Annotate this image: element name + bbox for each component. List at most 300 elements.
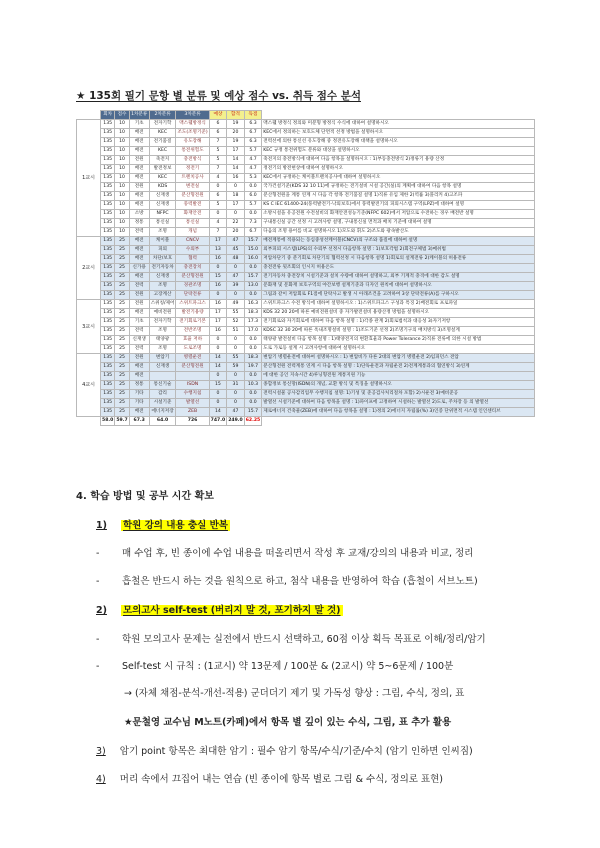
- table-cell: 10: [115, 228, 129, 237]
- table-cell: 135: [101, 228, 115, 237]
- table-cell: 0: [227, 390, 245, 399]
- table-cell: 통전위험도: [176, 147, 209, 156]
- table-cell: 전원: [129, 354, 149, 363]
- table-cell: 6: [209, 120, 227, 129]
- table-cell: 차단/보호: [149, 255, 176, 264]
- question-desc: 에 대한 공인 지속시간 4)루닝형전원 계통지원 기능: [262, 372, 535, 381]
- table-cell: 10: [115, 120, 129, 129]
- table-cell: 47: [227, 408, 245, 417]
- table-cell: 16: [209, 327, 227, 336]
- table-cell: 14: [227, 156, 245, 165]
- item-text: 머리 속에서 끄집어 내는 연습 (빈 종이에 항목 별로 그림 & 수식, 정의로 표현): [119, 774, 443, 785]
- col-header: 회차: [101, 111, 115, 120]
- table-cell: 25: [115, 318, 129, 327]
- total-cell: 726: [176, 417, 209, 426]
- table-cell: 135: [101, 255, 115, 264]
- table-cell: 수행지침: [176, 390, 209, 399]
- table-cell: 10: [115, 219, 129, 228]
- col-header: 합격: [227, 111, 245, 120]
- table-cell: 0.0: [244, 399, 262, 408]
- table-cell: 0: [227, 399, 245, 408]
- table-cell: 전력: [129, 282, 149, 291]
- table-cell: 4.7: [244, 165, 262, 174]
- table-cell: 병렬운전: [176, 354, 209, 363]
- item-number: 2): [96, 605, 107, 616]
- table-cell: 25: [115, 327, 129, 336]
- bullet-text: 매 수업 후, 빈 종이에 수업 내용을 떠올리면서 작성 후 교재/강의의 내용과 비교, 정리: [122, 548, 474, 559]
- question-desc: KDSC 32 30 20에 따른 옥내조명설비 설명 : 1)조도기준 선정 2)조명기구의 배치방식 3)조명설계: [262, 327, 535, 336]
- table-cell: 4: [209, 174, 227, 183]
- table-cell: 배전: [129, 273, 149, 282]
- table-cell: 135: [101, 309, 115, 318]
- table-cell: 통신실: [176, 219, 209, 228]
- table-cell: 0.0: [244, 372, 262, 381]
- table-cell: 6.3: [244, 120, 262, 129]
- question-desc: 종합정보 통신망(ISDN)의 개념, 교환 방식 및 특징을 설명하시오: [262, 381, 535, 390]
- table-cell: 17: [209, 318, 227, 327]
- table-cell: 15: [209, 381, 227, 390]
- table-cell: 스위칭/제어: [149, 300, 176, 309]
- table-cell: 조명: [149, 327, 176, 336]
- table-cell: 10: [115, 129, 129, 138]
- table-cell: 케이블: [149, 237, 176, 246]
- table-cell: 신재생: [149, 273, 176, 282]
- table-cell: 통신기술: [149, 381, 176, 390]
- bullet-line: - 흡철은 반드시 하는 것을 원칙으로 하고, 첨삭 내용을 반영하여 학습 (흡철이 서브노트): [96, 576, 478, 587]
- table-cell: 스위트파크스: [176, 300, 209, 309]
- table-cell: 47: [227, 237, 245, 246]
- table-cell: 0: [227, 291, 245, 300]
- table-cell: 0: [209, 336, 227, 345]
- session-label: 4교시: [77, 354, 101, 417]
- table-cell: 10: [115, 174, 129, 183]
- session-label: 1교시: [77, 120, 101, 237]
- table-cell: 0: [227, 183, 245, 192]
- table-cell: 135: [101, 201, 115, 210]
- table-cell: 배전: [129, 255, 149, 264]
- table-cell: 25: [115, 273, 129, 282]
- col-header: 2차분류: [149, 111, 176, 120]
- question-desc: 변압기 병렬운전에 대하여 설명하시오 : 1) 변압비가 다른 2대의 변압기 병렬운전 2)임피던스 전압: [262, 354, 535, 363]
- table-cell: 135: [101, 138, 115, 147]
- study-item-3: [96, 743, 473, 757]
- table-cell: 16: [209, 300, 227, 309]
- question-desc: 그림과 같이 저압회로 F1점에 단락사고 발생 시 아래조건을 고려하여 3상 단락전류(A)를 구하시오: [262, 291, 535, 300]
- question-desc: 소방시설을 유공전원 수전설비의 화재안전성능기준(NFPC 602)에서 저압으로 수전하는 경우 배전반 설명: [262, 210, 535, 219]
- table-cell: 135: [101, 381, 115, 390]
- table-cell: 5: [209, 156, 227, 165]
- question-desc: KEC에서 정의하는 보호도체 단면적 선정 방법을 설명하시오: [262, 129, 535, 138]
- table-cell: 발열선: [176, 399, 209, 408]
- table-cell: 전원: [129, 300, 149, 309]
- table-cell: 화재안전: [176, 210, 209, 219]
- table-cell: 5.3: [244, 174, 262, 183]
- table-cell: 0: [209, 264, 227, 273]
- question-desc: KS C IEC 61400-24(풍력발전기-낙뢰보호)에서 풍력발전기의 피뢰시스템 구역(LPZ)에 대하여 설명: [262, 201, 535, 210]
- table-cell: 18.3: [244, 309, 262, 318]
- table-cell: 18: [227, 192, 245, 201]
- table-cell: 135: [101, 408, 115, 417]
- table-cell: 13: [209, 246, 227, 255]
- table-cell: 전기회로기본: [176, 318, 209, 327]
- table-cell: 17: [227, 201, 245, 210]
- table-cell: 0.0: [244, 183, 262, 192]
- table-cell: 16: [209, 282, 227, 291]
- table-cell: 조도(조명기준): [176, 129, 209, 138]
- table-cell: 135: [101, 354, 115, 363]
- col-header: 득점: [244, 111, 262, 120]
- table-cell: 47: [227, 273, 245, 282]
- table-row: [77, 408, 535, 417]
- table-cell: 0: [209, 390, 227, 399]
- item-number: 3): [96, 746, 106, 757]
- table-cell: CNCV: [176, 237, 209, 246]
- table-cell: 25: [115, 345, 129, 354]
- table-cell: 경관조명: [176, 282, 209, 291]
- table-cell: 전반조명: [176, 327, 209, 336]
- table-cell: 135: [101, 120, 115, 129]
- table-cell: 0.0: [244, 390, 262, 399]
- table-cell: 25: [115, 282, 129, 291]
- item-number: 4): [96, 774, 106, 785]
- table-row: [77, 345, 535, 354]
- table-cell: 전기품질: [149, 138, 176, 147]
- table-row: [77, 381, 535, 390]
- table-cell: 5: [209, 147, 227, 156]
- table-cell: 0: [209, 345, 227, 354]
- table-cell: 7.3: [244, 219, 262, 228]
- item-number: 1): [96, 520, 107, 531]
- question-desc: 국가건설기준(KDS 32 10 11)에 규정하는 전기설비 시설 공간(실)의 계획에 대하여 다음 항목 설명: [262, 183, 535, 192]
- table-cell: 25: [115, 381, 129, 390]
- table-cell: 135: [101, 345, 115, 354]
- session-label: 3교시: [77, 300, 101, 354]
- table-cell: 0.0: [244, 291, 262, 300]
- table-cell: 피뢰: [149, 246, 176, 255]
- session-label: 2교시: [77, 237, 101, 300]
- table-cell: 6.3: [244, 138, 262, 147]
- table-cell: 효율 저하: [176, 336, 209, 345]
- table-cell: 조명: [149, 228, 176, 237]
- table-cell: 배전: [129, 165, 149, 174]
- total-cell: 67.3: [129, 417, 149, 426]
- table-cell: 4: [209, 219, 227, 228]
- table-row: [77, 363, 535, 372]
- bullet-text: Self-test 시 규칙 : (1교시) 약 13문제 / 100분 & (2교시) 약 5~6문제 / 100분: [122, 661, 454, 672]
- table-cell: 14: [209, 363, 227, 372]
- table-cell: 정전기: [176, 165, 209, 174]
- table-cell: 135: [101, 264, 115, 273]
- table-cell: 25: [115, 237, 129, 246]
- question-desc: 배전계통에 적용되는 동심중성선케이블(CNCV)의 구조와 품질에 대하여 설명: [262, 237, 535, 246]
- col-header: 1차분류: [129, 111, 149, 120]
- table-row: [77, 282, 535, 291]
- table-cell: 14: [227, 165, 245, 174]
- table-cell: 시설기준: [149, 399, 176, 408]
- table-cell: 발전정보: [149, 165, 176, 174]
- table-cell: 25: [115, 300, 129, 309]
- table-cell: 배전: [129, 408, 149, 417]
- table-cell: 135: [101, 318, 115, 327]
- table-row: [77, 138, 535, 147]
- table-cell: 0.0: [244, 264, 262, 273]
- table-cell: 0: [209, 183, 227, 192]
- table-cell: ZEB: [176, 408, 209, 417]
- table-cell: 135: [101, 291, 115, 300]
- table-cell: 에너지저장: [149, 408, 176, 417]
- table-cell: 10.3: [244, 381, 262, 390]
- table-cell: 5: [209, 201, 227, 210]
- table-row: [77, 291, 535, 300]
- table-cell: 6: [209, 129, 227, 138]
- table-cell: 조명: [149, 345, 176, 354]
- table-cell: 10: [115, 165, 129, 174]
- question-desc: 충전전류 뒷조회의 인시지 허용온도: [262, 264, 535, 273]
- totals-row: [77, 417, 535, 426]
- table-cell: 10: [115, 192, 129, 201]
- table-cell: 48: [227, 255, 245, 264]
- table-cell: 0: [209, 399, 227, 408]
- table-row: [77, 219, 535, 228]
- question-desc: 발열선 시설기준에 대하여 다음 항목을 설명 : 1)파이프에 고정하여 시설하는 발열선 2)도로, 주차장 등 의 발열선: [262, 399, 535, 408]
- table-cell: 52: [227, 318, 245, 327]
- table-cell: 0: [227, 210, 245, 219]
- col-header: 점수: [115, 111, 129, 120]
- table-row: [77, 210, 535, 219]
- table-cell: 0: [227, 345, 245, 354]
- table-cell: 25: [115, 408, 129, 417]
- table-cell: 정통: [129, 381, 149, 390]
- table-cell: 정통: [129, 219, 149, 228]
- table-cell: 배전: [129, 147, 149, 156]
- table-cell: 10: [115, 138, 129, 147]
- table-cell: 6: [209, 192, 227, 201]
- question-desc: 스위트파크스 수전 방식에 대하여 설명하시오 : 1)스위트파크스 구성과 특징 2)배전회로 프로파일: [262, 300, 535, 309]
- table-cell: 135: [101, 273, 115, 282]
- table-cell: 19: [227, 120, 245, 129]
- table-cell: 트렌치공사: [176, 174, 209, 183]
- table-row: [77, 246, 535, 255]
- table-cell: 25: [115, 336, 129, 345]
- table-cell: 0.0: [244, 336, 262, 345]
- table-cell: 17: [209, 309, 227, 318]
- table-cell: 유도장해: [176, 138, 209, 147]
- table-cell: 통신실: [149, 219, 176, 228]
- bullet-line: - Self-test 시 규칙 : (1교시) 약 13문제 / 100분 & (2교시) 약 5~6문제 / 100분: [96, 661, 454, 672]
- total-cell: 747.0: [209, 417, 227, 426]
- question-desc: KDS 32 20 20에 따른 예비전원설비 중 자가발전설비 용량산정 방법을 설명하시오: [262, 309, 535, 318]
- table-cell: 39: [227, 282, 245, 291]
- table-cell: 분산형전원: [176, 192, 209, 201]
- table-cell: 135: [101, 300, 115, 309]
- table-cell: 10: [115, 210, 129, 219]
- table-cell: 135: [101, 174, 115, 183]
- table-cell: 16: [227, 174, 245, 183]
- table-cell: 변압기: [149, 354, 176, 363]
- table-cell: ISDN: [176, 381, 209, 390]
- question-desc: 문화재 및 문화재 보호구역의 야간보행 설계기준과 디자인 원칙에 대하여 설명하시오: [262, 282, 535, 291]
- table-cell: 15.7: [244, 237, 262, 246]
- table-cell: 6.0: [244, 192, 262, 201]
- table-row: [77, 237, 535, 246]
- question-desc: 구내통신실 공간 선정 시 고려사항 설명, 구내통신실 면적과 배치 기준에 대하여 설명: [262, 219, 535, 228]
- bullet-line: - 학원 모의고사 문제는 실전에서 반드시 선택하고, 60점 이상 획득 목표로 이해/정리/암기: [96, 634, 486, 645]
- table-cell: 예비전원: [149, 309, 176, 318]
- table-cell: 135: [101, 372, 115, 381]
- table-cell: 135: [101, 183, 115, 192]
- table-cell: 15.7: [244, 273, 262, 282]
- table-cell: 발전기용량: [176, 309, 209, 318]
- table-cell: 14: [209, 408, 227, 417]
- col-header: 3차분류: [176, 111, 209, 120]
- table-cell: 25: [115, 246, 129, 255]
- table-cell: 49: [227, 300, 245, 309]
- table-row: [77, 255, 535, 264]
- section-title: ★ 135회 필기 문항 별 분류 및 예상 점수 vs. 취득 점수 분석: [76, 90, 361, 102]
- table-cell: 기초: [129, 120, 149, 129]
- table-cell: 51: [227, 327, 245, 336]
- table-cell: 15.0: [244, 246, 262, 255]
- table-cell: 신가용: [129, 264, 149, 273]
- table-cell: 전원: [129, 156, 149, 165]
- col-header: 예상: [209, 111, 227, 120]
- study-item-1: [96, 517, 230, 531]
- table-cell: 태양광: [149, 336, 176, 345]
- table-cell: 135: [101, 282, 115, 291]
- table-cell: 0: [227, 372, 245, 381]
- study-method-title: 4. 학습 방법 및 공부 시간 확보: [76, 491, 214, 502]
- table-cell: 135: [101, 129, 115, 138]
- question-desc: 도로 가로등 설계 시 고려사항에 대하여 설명하시오: [262, 345, 535, 354]
- table-cell: 18.3: [244, 354, 262, 363]
- table-cell: 19: [227, 138, 245, 147]
- table-cell: 25: [115, 372, 129, 381]
- table-cell: 16.3: [244, 300, 262, 309]
- item-text: 모의고사 self-test (버리지 말 것, 포기하지 말 것): [122, 605, 341, 616]
- table-cell: 0: [209, 372, 227, 381]
- item-text: 학원 강의 내용 충실 반복: [122, 520, 228, 531]
- table-cell: 배전: [129, 309, 149, 318]
- table-cell: 25: [115, 309, 129, 318]
- question-desc: 전기자동차 충전장치 시설기준과 설치 수량에 대하여 설명하고, 외부 기계적 충격에 대한 감도 설명: [262, 273, 535, 282]
- table-cell: 전력: [129, 228, 149, 237]
- table-cell: 17: [209, 237, 227, 246]
- question-desc: 태양광 발전설비 다음 항목 설명 : 1)태양전지의 변환효율과 Power Tolerance 2)직류 전류에 의한 시설 방법: [262, 336, 535, 345]
- table-cell: 풍력발전: [176, 201, 209, 210]
- table-cell: 감리: [149, 390, 176, 399]
- table-cell: 25: [115, 255, 129, 264]
- table-cell: 전력: [129, 345, 149, 354]
- table-cell: 기타: [129, 390, 149, 399]
- table-cell: 15.7: [244, 408, 262, 417]
- table-cell: 배전: [129, 174, 149, 183]
- table-cell: 55: [227, 354, 245, 363]
- question-desc: 맥스웰 방정식 정의와 미분형 방정식 수식에 대하여 설명하시오: [262, 120, 535, 129]
- question-desc: 저압차단기 중 분기회로 차단기의 협력선정 시 다음항목 설명 1)회로의 설계전류 2)케이블의 허용전류: [262, 255, 535, 264]
- table-cell: 13.0: [244, 282, 262, 291]
- table-row: [77, 318, 535, 327]
- table-cell: 협력: [176, 255, 209, 264]
- question-desc: 제로에너지 건축물(ZEB)에 대하여 다음 항목을 설명 : 1)정의 2)에너지 자립률(%) 3)인증 단위면적 시스템 인인센티브: [262, 408, 535, 417]
- table-cell: 0: [209, 291, 227, 300]
- table-row: [77, 300, 535, 309]
- table-cell: 배전: [129, 129, 149, 138]
- table-row: [77, 264, 535, 273]
- question-desc: 전력선에 의한 통신선 유도장해 중 정전유도장해 대책을 설명하시오: [262, 138, 535, 147]
- table-row: [77, 228, 535, 237]
- table-cell: 배전: [129, 138, 149, 147]
- table-row: [77, 327, 535, 336]
- table-row: [77, 129, 535, 138]
- table-cell: 배전: [129, 201, 149, 210]
- table-row: [77, 147, 535, 156]
- table-cell: 충전방식: [176, 156, 209, 165]
- table-cell: 135: [101, 237, 115, 246]
- table-cell: 4.7: [244, 156, 262, 165]
- table-cell: 배전: [129, 237, 149, 246]
- table-cell: 0.0: [244, 345, 262, 354]
- table-cell: 0: [227, 336, 245, 345]
- table-cell: 0: [227, 264, 245, 273]
- table-cell: 7: [209, 138, 227, 147]
- table-cell: NFPC: [149, 210, 176, 219]
- table-cell: 전원: [129, 291, 149, 300]
- table-cell: 135: [101, 363, 115, 372]
- table-cell: 수뢰부: [176, 246, 209, 255]
- table-cell: 19.7: [244, 363, 262, 372]
- table-cell: 25: [115, 291, 129, 300]
- table-row: [77, 273, 535, 282]
- bullet-text: 학원 모의고사 문제는 실전에서 반드시 선택하고, 60점 이상 획득 목표로 이해/정리/암기: [122, 634, 486, 645]
- table-cell: 전원: [129, 183, 149, 192]
- table-row: [77, 165, 535, 174]
- table-cell: 신재생: [149, 201, 176, 210]
- arrow-line: → (자체 채점-분석-개선-적용) 군더더기 제기 및 가독성 향상 : 그림, 수식, 정의, 표: [124, 688, 465, 699]
- table-cell: 신재생: [149, 192, 176, 201]
- table-cell: 135: [101, 246, 115, 255]
- table-cell: 7: [209, 165, 227, 174]
- item-text: 암기 point 항목은 최대한 암기 : 필수 암기 항목/수식/기준/수치 (암기 인하면 인씨짐): [119, 746, 473, 757]
- table-cell: 5.7: [244, 201, 262, 210]
- total-cell: 249.0: [227, 417, 245, 426]
- table-cell: 135: [101, 336, 115, 345]
- table-cell: 개념: [176, 228, 209, 237]
- table-cell: 10: [115, 201, 129, 210]
- total-cell: 59.7: [115, 417, 129, 426]
- table-cell: 맥스웰방정식: [176, 120, 209, 129]
- table-cell: 소방: [129, 210, 149, 219]
- table-cell: 10: [115, 156, 129, 165]
- bullet-text: 흡철은 반드시 하는 것을 원칙으로 하고, 첨삭 내용을 반영하여 학습 (흡철이 서브노트): [122, 576, 478, 587]
- table-row: [77, 372, 535, 381]
- table-cell: 축전지: [149, 156, 176, 165]
- table-cell: 전기자동차: [149, 264, 176, 273]
- table-cell: 배전: [129, 363, 149, 372]
- table-cell: KEC: [149, 129, 176, 138]
- table-cell: 25: [115, 363, 129, 372]
- table-cell: 기타: [129, 399, 149, 408]
- question-desc: 다음의 조명 용어를 비교 설명하시오 1)모도와 휘도 2)조도와 광속발산도: [262, 228, 535, 237]
- bullet-line: - 매 수업 후, 빈 종이에 수업 내용을 떠올리면서 작성 후 교재/강의의 내용과 비교, 정리: [96, 548, 474, 559]
- table-row: [77, 399, 535, 408]
- table-cell: 25: [115, 354, 129, 363]
- score-table-body: [77, 120, 535, 426]
- table-cell: 16.0: [244, 255, 262, 264]
- table-row: [77, 192, 535, 201]
- table-cell: 변전실: [176, 183, 209, 192]
- table-cell: 배전: [129, 246, 149, 255]
- study-item-2: [96, 602, 343, 616]
